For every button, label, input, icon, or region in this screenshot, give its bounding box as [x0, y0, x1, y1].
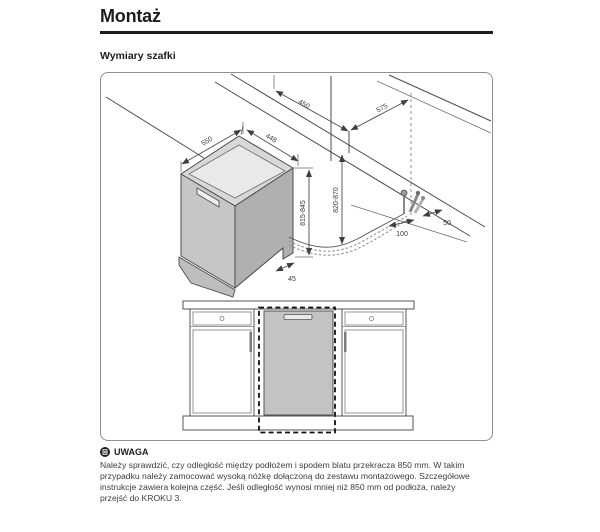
- note-line: Należy sprawdzić, czy odległość między podłożem i spodem blatu przekracza 850 mm. W takim: [100, 460, 465, 470]
- dim-hose-floor-distance: 100: [396, 231, 408, 238]
- note-header: [100, 446, 520, 457]
- right-cabinet: [342, 309, 406, 416]
- left-cabinet: [190, 309, 254, 416]
- note-block: [100, 446, 520, 504]
- left-door-handle: [250, 332, 253, 352]
- dim-niche-width: 450: [296, 98, 311, 111]
- left-drawer-knob: [220, 317, 224, 321]
- note-line: instrukcje zawiera kolejna część. Jeśli odległość wynosi mniej niż 850 mm od podłoża, należy: [100, 482, 456, 492]
- cabinet-front-view: [183, 301, 414, 433]
- dim-hose-wall-distance: 50: [443, 220, 451, 227]
- dim-dw-height: 815-845: [300, 200, 307, 226]
- dim-dw-width: 448: [263, 132, 278, 145]
- dishwasher-front-panel: [264, 311, 333, 415]
- note-label: UWAGA: [114, 446, 149, 457]
- title-divider: [100, 31, 493, 34]
- dw-panel-handle: [284, 315, 312, 320]
- section-heading: Wymiary szafki: [100, 50, 176, 62]
- dim-counter-depth: 575: [375, 102, 390, 115]
- cabinet-dimensions-figure: [100, 72, 493, 441]
- dim-niche-height: 820-870: [333, 187, 340, 213]
- right-door-handle: [344, 332, 347, 352]
- dim-base-offset: 45: [288, 276, 296, 283]
- dim-dw-depth: 550: [200, 135, 215, 148]
- note-line: przypadku należy zamocować wysoką nóżkę dołączoną do zestawu montażowego. Szczegółowe: [100, 471, 470, 481]
- countertop: [183, 301, 414, 309]
- dishwasher-isometric: [179, 136, 293, 297]
- note-line: przejść do KROKU 3.: [100, 493, 182, 503]
- page-title: Montaż: [100, 6, 161, 26]
- installation-diagram: [101, 73, 492, 440]
- note-icon: [100, 447, 110, 457]
- plinth: [183, 416, 413, 430]
- note-paragraph: [100, 460, 520, 504]
- right-drawer-knob: [370, 317, 374, 321]
- kitchen-niche-isometric: [106, 74, 491, 242]
